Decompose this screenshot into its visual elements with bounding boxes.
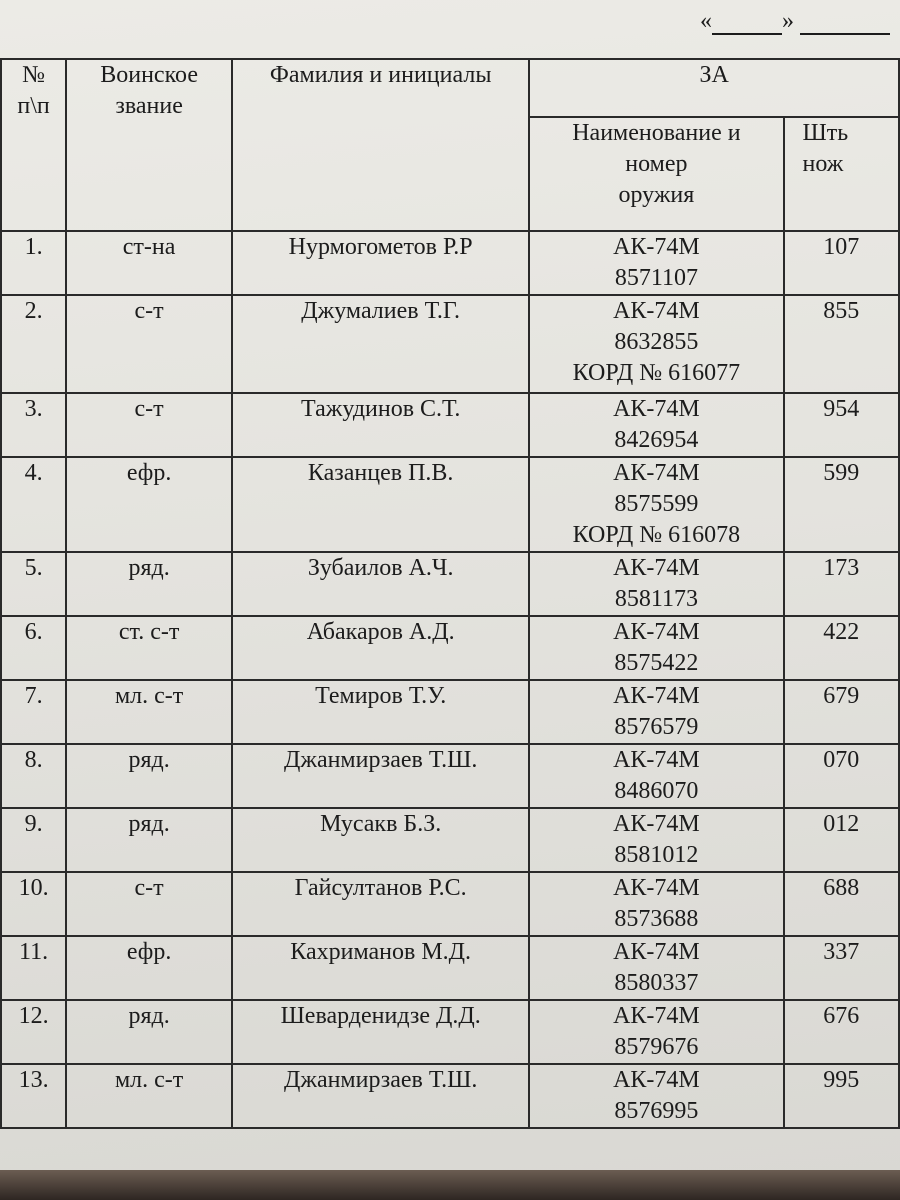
col-header-rank: Воинское звание	[66, 59, 232, 231]
row-serial-suffix: 855	[784, 295, 899, 393]
row-rank: мл. с-т	[66, 1064, 232, 1128]
date-open-quote: «	[700, 8, 712, 34]
row-serial-suffix: 599	[784, 457, 899, 552]
table-row	[1, 808, 899, 872]
table-row	[1, 872, 899, 936]
row-rank: ефр.	[66, 936, 232, 1000]
weapon-line: АК-74М	[613, 939, 700, 965]
row-weapon	[529, 936, 783, 1000]
weapon-line: 8581012	[614, 842, 699, 868]
row-weapon	[529, 1000, 783, 1064]
weapon-line: 8575422	[614, 650, 699, 676]
row-number: 10.	[1, 872, 66, 936]
row-serial-suffix: 107	[784, 231, 899, 295]
col-group-header: ЗА	[529, 59, 899, 117]
row-number: 2.	[1, 295, 66, 393]
row-name: Мусакв Б.З.	[232, 808, 529, 872]
row-rank: ст-на	[66, 231, 232, 295]
col-header-bayonet: Шть нож	[784, 117, 899, 231]
table-row	[1, 680, 899, 744]
table-row	[1, 936, 899, 1000]
weapon-line: 8571107	[614, 265, 698, 291]
table-row	[1, 393, 899, 457]
row-rank: ряд.	[66, 808, 232, 872]
register-body	[1, 231, 899, 1128]
weapon-line: АК-74М	[613, 298, 700, 324]
row-weapon	[529, 680, 783, 744]
row-rank: с-т	[66, 872, 232, 936]
row-serial-suffix: 422	[784, 616, 899, 680]
col-header-number: № п\п	[1, 59, 66, 231]
row-number: 12.	[1, 1000, 66, 1064]
header-row-top	[1, 59, 899, 117]
row-name: Тажудинов С.Т.	[232, 393, 529, 457]
weapon-line: 8573688	[614, 906, 699, 932]
row-name: Кахриманов М.Д.	[232, 936, 529, 1000]
row-serial-suffix: 995	[784, 1064, 899, 1128]
row-serial-suffix: 954	[784, 393, 899, 457]
table-row	[1, 616, 899, 680]
row-serial-suffix: 070	[784, 744, 899, 808]
row-rank: ряд.	[66, 744, 232, 808]
row-serial-suffix: 688	[784, 872, 899, 936]
weapon-line: АК-74М	[613, 619, 700, 645]
row-name: Гайсултанов Р.С.	[232, 872, 529, 936]
row-rank: ряд.	[66, 1000, 232, 1064]
row-number: 1.	[1, 231, 66, 295]
table-row	[1, 1000, 899, 1064]
desk-surface	[0, 1170, 900, 1200]
row-name: Казанцев П.В.	[232, 457, 529, 552]
weapon-line: КОРД № 616078	[572, 522, 741, 548]
weapon-line: 8576995	[614, 1098, 699, 1124]
weapon-line: АК-74М	[613, 811, 700, 837]
row-number: 7.	[1, 680, 66, 744]
row-number: 9.	[1, 808, 66, 872]
weapon-line: АК-74М	[613, 747, 700, 773]
weapon-line: 8575599	[614, 491, 699, 517]
table-row	[1, 457, 899, 552]
row-name: Зубаилов А.Ч.	[232, 552, 529, 616]
row-number: 4.	[1, 457, 66, 552]
row-number: 3.	[1, 393, 66, 457]
table-row	[1, 1064, 899, 1128]
row-weapon	[529, 231, 783, 295]
weapon-line: 8632855	[614, 329, 699, 355]
date-field	[700, 8, 890, 35]
row-serial-suffix: 337	[784, 936, 899, 1000]
weapon-line: АК-74М	[613, 1003, 700, 1029]
row-weapon	[529, 457, 783, 552]
row-serial-suffix: 173	[784, 552, 899, 616]
table-row	[1, 231, 899, 295]
weapon-line: АК-74М	[613, 1067, 700, 1093]
table-row	[1, 552, 899, 616]
row-number: 5.	[1, 552, 66, 616]
weapon-line: 8426954	[614, 427, 699, 453]
row-name: Абакаров А.Д.	[232, 616, 529, 680]
row-name: Шеварденидзе Д.Д.	[232, 1000, 529, 1064]
weapon-line: КОРД № 616077	[572, 360, 741, 386]
row-name: Нурмогометов Р.Р	[232, 231, 529, 295]
weapon-register-table	[0, 58, 900, 1129]
row-name: Джанмирзаев Т.Ш.	[232, 1064, 529, 1128]
date-day-blank	[712, 13, 782, 35]
weapon-line: 8580337	[614, 970, 699, 996]
row-weapon	[529, 808, 783, 872]
row-serial-suffix: 012	[784, 808, 899, 872]
col-header-name: Фамилия и инициалы	[232, 59, 529, 231]
row-serial-suffix: 679	[784, 680, 899, 744]
row-name: Джанмирзаев Т.Ш.	[232, 744, 529, 808]
row-weapon	[529, 295, 783, 393]
weapon-line: 8579676	[614, 1034, 699, 1060]
row-weapon	[529, 552, 783, 616]
weapon-line: 8486070	[614, 778, 699, 804]
row-rank: с-т	[66, 393, 232, 457]
row-number: 13.	[1, 1064, 66, 1128]
weapon-line: 8576579	[614, 714, 699, 740]
weapon-line: АК-74М	[613, 875, 700, 901]
row-number: 8.	[1, 744, 66, 808]
row-serial-suffix: 676	[784, 1000, 899, 1064]
row-number: 6.	[1, 616, 66, 680]
row-weapon	[529, 1064, 783, 1128]
row-name: Темиров Т.У.	[232, 680, 529, 744]
weapon-line: АК-74М	[613, 683, 700, 709]
table-row	[1, 744, 899, 808]
row-weapon	[529, 744, 783, 808]
row-rank: ефр.	[66, 457, 232, 552]
row-weapon	[529, 393, 783, 457]
row-rank: ряд.	[66, 552, 232, 616]
weapon-line: АК-74М	[613, 234, 700, 260]
weapon-line: АК-74М	[613, 460, 700, 486]
row-name: Джумалиев Т.Г.	[232, 295, 529, 393]
row-weapon	[529, 616, 783, 680]
weapon-line: АК-74М	[613, 396, 700, 422]
table-row	[1, 295, 899, 393]
date-close-quote: »	[782, 8, 794, 34]
date-month-blank	[800, 13, 890, 35]
row-rank: с-т	[66, 295, 232, 393]
row-rank: ст. с-т	[66, 616, 232, 680]
row-rank: мл. с-т	[66, 680, 232, 744]
col-header-weapon: Наименование и номер оружия	[529, 117, 783, 231]
row-weapon	[529, 872, 783, 936]
weapon-line: 8581173	[614, 586, 698, 612]
weapon-line: АК-74М	[613, 555, 700, 581]
row-number: 11.	[1, 936, 66, 1000]
